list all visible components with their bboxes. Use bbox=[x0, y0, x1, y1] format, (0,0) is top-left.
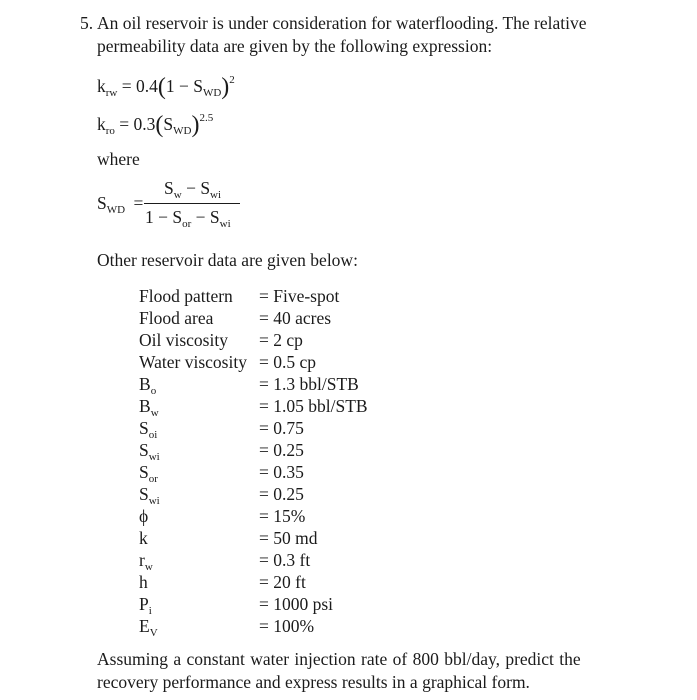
swd-numerator: $S_w - S_{wi}$ bbox=[164, 178, 222, 201]
other-data-heading: Other reservoir data are given below: bbox=[97, 250, 358, 270]
swd-denominator: $1 - S_{or} - S_{wi}$ bbox=[145, 207, 231, 230]
problem-number: 5. bbox=[80, 13, 94, 33]
fraction-bar bbox=[144, 203, 240, 204]
krw-equation: $k_{rw} = 0.4(1 - S_{WD})^2$ bbox=[97, 74, 235, 100]
closing-line-1: Assuming a constant water injection rate of 800 bbl/day, predict the bbox=[97, 649, 581, 669]
closing-line-2: recovery performance and express results in a graphical form. bbox=[97, 672, 530, 692]
intro-line-1: An oil reservoir is under consideration for waterflooding. The relative bbox=[97, 13, 587, 33]
where-label: where bbox=[97, 149, 140, 169]
reservoir-data-table: Flood pattern = Five-spot Flood area = 40 acres Oil viscosity = 2 cp Water viscosity = 0.5 cp $B_o$ = 1.3 bbl/STB $B_w$ = 1.05 bbl/STB $S_{oi}$ = 0.75 $S_{wi}$ = 0.25 $S_{or}$ = 0.35 $S_{wi}$ = 0.25 ϕ = 15% k = 50 md $r_w$ = 0.3 ft h = 20 ft $P_i$ = 1000 psi $E_V$ = 100% bbox=[139, 286, 368, 639]
swd-lhs: $S_{WD}$ = bbox=[97, 193, 144, 216]
kro-equation: $k_{ro} = 0.3(S_{WD})^{2.5}$ bbox=[97, 112, 214, 138]
intro-line-2: permeability data are given by the following expression: bbox=[97, 36, 493, 56]
